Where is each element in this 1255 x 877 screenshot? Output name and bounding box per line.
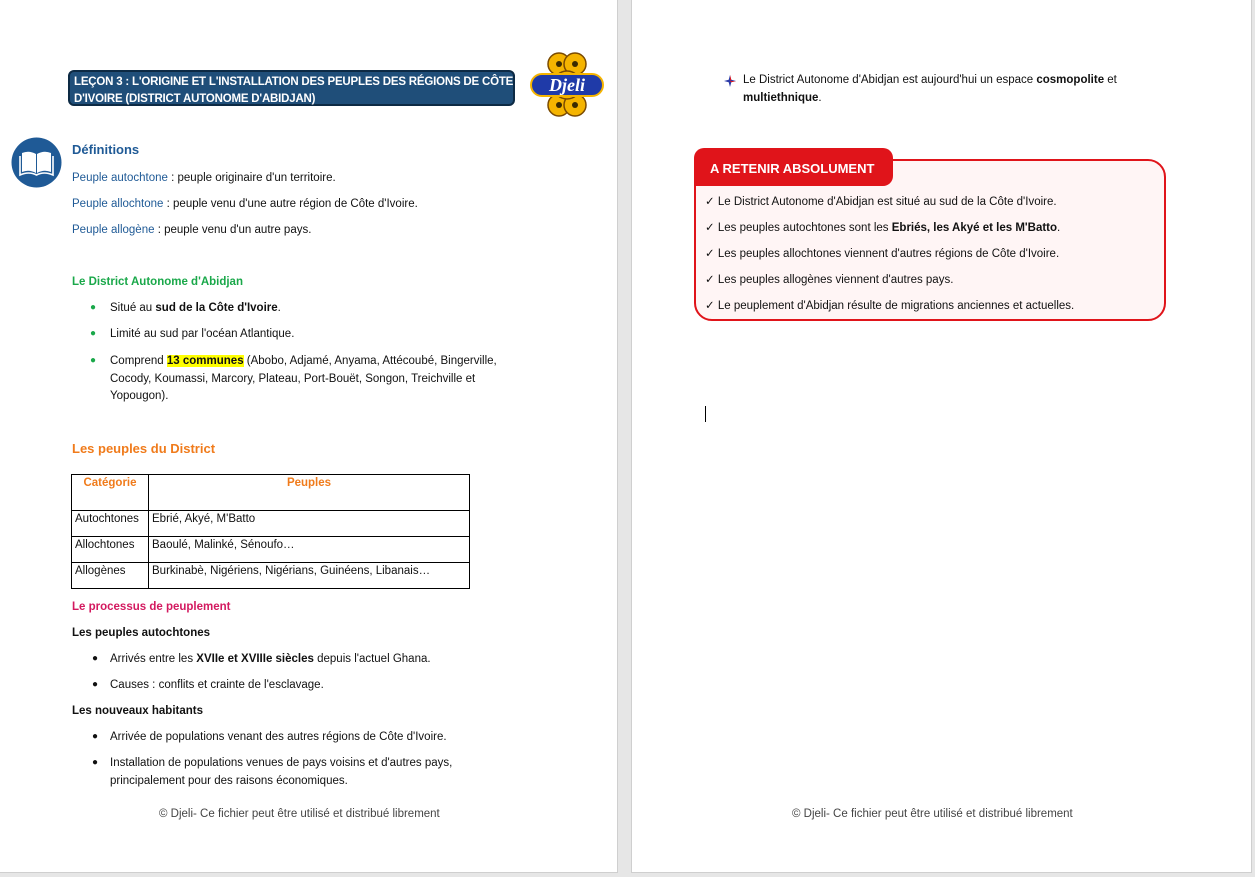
autochtones-bullet-2: Causes : conflits et crainte de l'esclavage. bbox=[110, 679, 324, 691]
definition-term: Peuple autochtone bbox=[72, 172, 168, 184]
definition-item bbox=[72, 170, 336, 186]
autochtones-subheading: Les peuples autochtones bbox=[72, 627, 211, 639]
table-cell: Allochtones bbox=[72, 537, 149, 563]
retenir-item: ✓ Les peuples autochtones sont les Ebriés, les Akyé et les M'Batto. bbox=[705, 222, 1061, 234]
table-cell: Allogènes bbox=[72, 563, 149, 589]
check-icon: ✓ bbox=[705, 196, 715, 208]
lesson-title-banner bbox=[68, 70, 515, 106]
table-cell: Baoulé, Malinké, Sénoufo… bbox=[149, 537, 470, 563]
definition-text: : peuple venu d'une autre région de Côte d'Ivoire. bbox=[163, 198, 418, 210]
retenir-item: ✓ Le peuplement d'Abidjan résulte de migrations anciennes et actuelles. bbox=[705, 300, 1075, 312]
peoples-heading: Les peuples du District bbox=[72, 441, 216, 456]
table-header-peoples: Peuples bbox=[149, 475, 470, 511]
definition-text: : peuple venu d'un autre pays. bbox=[154, 224, 312, 236]
table-header-category: Catégorie bbox=[72, 475, 149, 511]
book-icon bbox=[11, 137, 62, 188]
district-bullet-1: Situé au sud de la Côte d'Ivoire. bbox=[110, 302, 281, 314]
district-bullet-3-line-3: Yopougon). bbox=[110, 390, 169, 402]
page-1-footer: © Djeli- Ce fichier peut être utilisé et distribué librement bbox=[159, 808, 440, 820]
table-cell: Ebrié, Akyé, M'Batto bbox=[149, 511, 470, 537]
nouveaux-bullet-2-line-2: principalement pour des raisons économiques. bbox=[110, 775, 348, 787]
definitions-heading: Définitions bbox=[72, 142, 140, 157]
district-bullet-2: Limité au sud par l'océan Atlantique. bbox=[110, 328, 295, 340]
djeli-logo bbox=[526, 50, 608, 120]
district-bullet-3-line-2: Cocody, Koumassi, Marcory, Plateau, Port-Bouët, Songon, Treichville et bbox=[110, 373, 476, 385]
bullet-dot: ● bbox=[90, 302, 97, 313]
peoples-table bbox=[71, 474, 470, 589]
district-heading: Le District Autonome d'Abidjan bbox=[72, 276, 243, 288]
bullet-dot: ● bbox=[90, 355, 97, 366]
check-icon: ✓ bbox=[705, 222, 715, 234]
process-heading: Le processus de peuplement bbox=[72, 601, 231, 613]
retenir-item: ✓ Le District Autonome d'Abidjan est situé au sud de la Côte d'Ivoire. bbox=[705, 196, 1057, 208]
definition-item bbox=[72, 222, 311, 238]
check-icon: ✓ bbox=[705, 300, 715, 312]
retenir-item: ✓ Les peuples allogènes viennent d'autres pays. bbox=[705, 274, 954, 286]
logo-text: Djeli bbox=[549, 75, 585, 95]
text-cursor[interactable] bbox=[705, 406, 706, 422]
table-header-row bbox=[72, 475, 470, 511]
table-cell: Burkinabè, Nigériens, Nigérians, Guinéens, Libanais… bbox=[149, 563, 470, 589]
check-icon: ✓ bbox=[705, 248, 715, 260]
four-point-star-icon bbox=[724, 74, 736, 92]
district-bullet-3: Comprend 13 communes (Abobo, Adjamé, Anyama, Attécoubé, Bingerville, bbox=[110, 355, 497, 367]
page-2 bbox=[632, 0, 1251, 872]
page-2-bullet-line-1: Le District Autonome d'Abidjan est aujourd'hui un espace cosmopolite et bbox=[743, 74, 1117, 86]
bullet-dot: ● bbox=[92, 731, 99, 742]
retenir-title: A RETENIR ABSOLUMENT bbox=[694, 148, 893, 186]
table-row bbox=[72, 563, 470, 589]
nouveaux-bullet-2-line-1: Installation de populations venues de pays voisins et d'autres pays, bbox=[110, 757, 453, 769]
table-cell: Autochtones bbox=[72, 511, 149, 537]
highlighted-communes: 13 communes bbox=[166, 355, 244, 367]
lesson-title-line-1: LEÇON 3 : L'ORIGINE ET L'INSTALLATION DES PEUPLES DES RÉGIONS DE CÔTE bbox=[74, 76, 514, 88]
lesson-title-line-2: D'IVOIRE (DISTRICT AUTONOME D'ABIDJAN) bbox=[74, 93, 316, 105]
definition-term: Peuple allochtone bbox=[72, 198, 164, 210]
nouveaux-subheading: Les nouveaux habitants bbox=[72, 705, 204, 717]
definition-text: : peuple originaire d'un territoire. bbox=[167, 172, 336, 184]
bullet-dot: ● bbox=[92, 679, 99, 690]
check-icon: ✓ bbox=[705, 274, 715, 286]
page-2-footer: © Djeli- Ce fichier peut être utilisé et distribué librement bbox=[792, 808, 1073, 820]
bullet-dot: ● bbox=[92, 653, 99, 664]
bullet-dot: ● bbox=[90, 328, 97, 339]
definition-term: Peuple allogène bbox=[72, 224, 155, 236]
definition-item bbox=[72, 196, 418, 212]
table-row bbox=[72, 537, 470, 563]
retenir-item: ✓ Les peuples allochtones viennent d'autres régions de Côte d'Ivoire. bbox=[705, 248, 1060, 260]
table-row bbox=[72, 511, 470, 537]
page-2-bullet-line-2: multiethnique. bbox=[743, 92, 822, 104]
bullet-dot: ● bbox=[92, 757, 99, 768]
autochtones-bullet-1: Arrivés entre les XVIIe et XVIIIe siècles depuis l'actuel Ghana. bbox=[110, 653, 431, 665]
nouveaux-bullet-1: Arrivée de populations venant des autres régions de Côte d'Ivoire. bbox=[110, 731, 447, 743]
